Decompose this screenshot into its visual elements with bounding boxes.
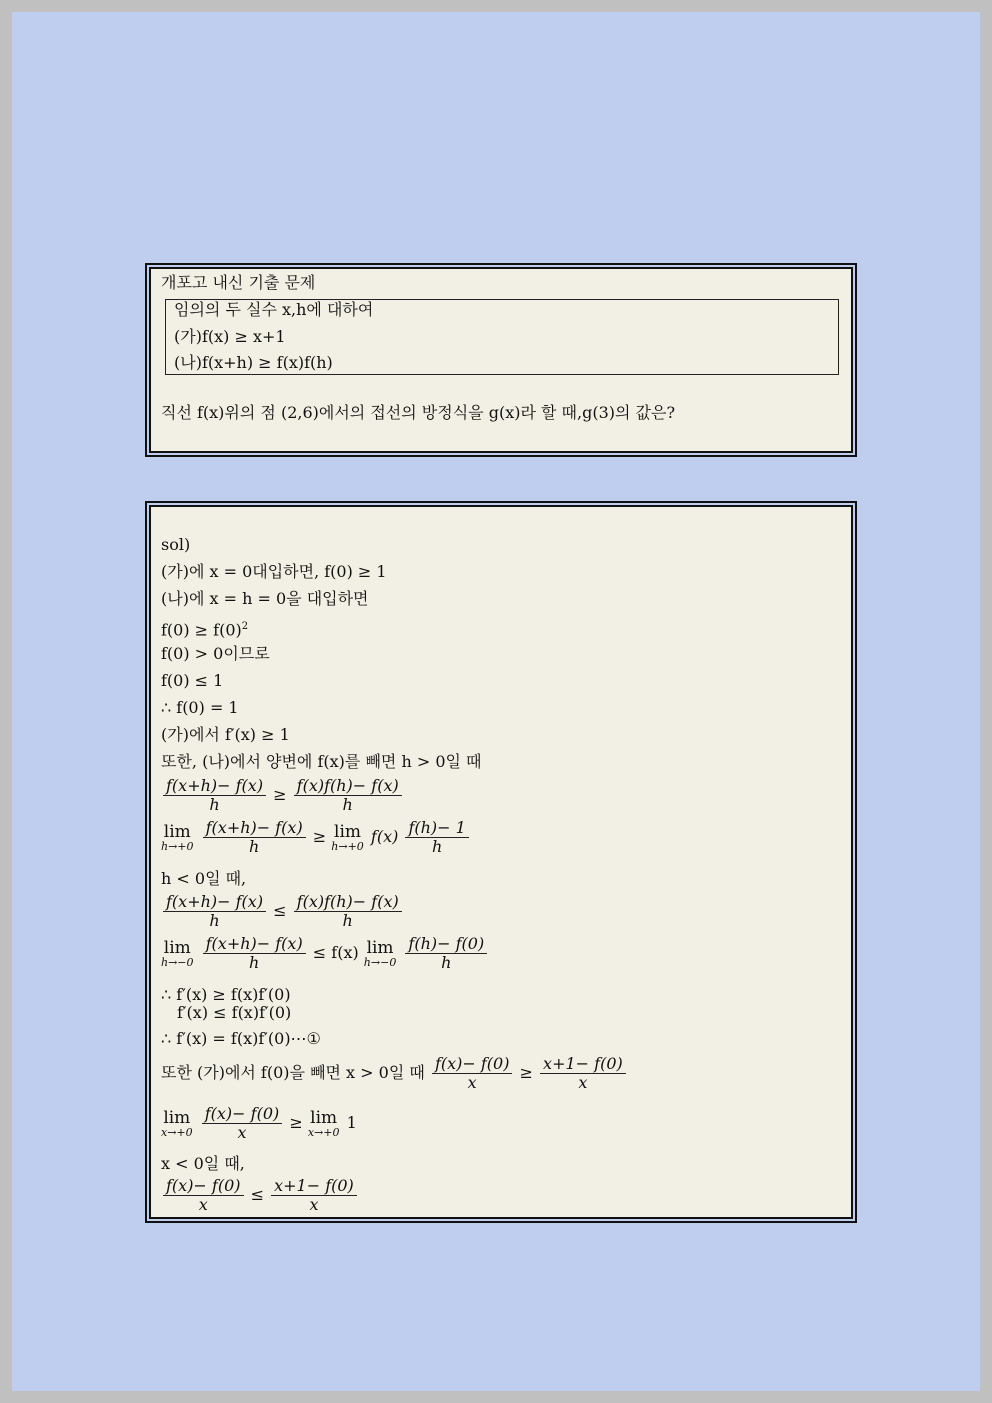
condition-intro: 임의의 두 실수 x,h에 대하여 xyxy=(174,300,374,319)
limit: lim h→+0 xyxy=(331,821,364,853)
sol-line-17: ∴ f′(x) = f(x)f′(0)⋯① xyxy=(161,1029,321,1048)
limit: lim x→+0 xyxy=(161,1107,193,1139)
fraction: $\frac{x+1- f(0)}{x}$ xyxy=(540,1055,626,1092)
fraction: $\frac{f(h)- 1}{h}$ xyxy=(405,819,468,856)
condition-ga: (가)f(x) ≥ x+1 xyxy=(174,327,286,346)
sol-line-18-text: 또한 (가)에서 f(0)을 빼면 x > 0일 때 xyxy=(161,1063,425,1082)
sol-line-18 xyxy=(161,1055,628,1092)
solution-box xyxy=(149,505,853,1219)
sol-line-2: (가)에 x = 0대입하면, f(0) ≥ 1 xyxy=(161,562,387,581)
sol-limit-1 xyxy=(161,819,471,856)
sol-line-5: f(0) > 0이므로 xyxy=(161,644,270,663)
question-text: 직선 f(x)위의 점 (2,6)에서의 접선의 방정식을 g(x)라 할 때,g(3)의 값은? xyxy=(161,403,676,422)
limit: lim h→+0 xyxy=(161,821,194,853)
fraction: $\frac{f(x+h)- f(x)}{h}$ xyxy=(163,777,266,814)
condition-na: (나)f(x+h) ≥ f(x)f(h) xyxy=(174,353,333,372)
sol-line-4-text: f(0) ≥ f(0) xyxy=(161,620,242,640)
problem-box xyxy=(149,267,853,453)
sol-line-20: x < 0일 때, xyxy=(161,1154,245,1173)
limit: lim h→−0 xyxy=(161,937,194,969)
limit: lim h→−0 xyxy=(363,937,397,969)
sol-line-9: 또한, (나)에서 양변에 f(x)를 빼면 h > 0일 때 xyxy=(161,752,482,771)
sol-line-3: (나)에 x = h = 0을 대입하면 xyxy=(161,589,369,608)
factor: f(x) xyxy=(370,827,399,846)
sol-inequality-2 xyxy=(161,893,404,930)
limit: lim x→+0 xyxy=(307,1107,340,1139)
fraction: $\frac{f(x)f(h)- f(x)}{h}$ xyxy=(294,893,402,930)
sol-line-16: f′(x) ≤ f(x)f′(0) xyxy=(177,1003,292,1022)
sol-limit-2 xyxy=(161,935,489,972)
sol-limit-3 xyxy=(161,1105,357,1142)
sol-line-8: (가)에서 f′(x) ≥ 1 xyxy=(161,725,290,744)
fraction: $\frac{x+1- f(0)}{x}$ xyxy=(271,1177,357,1214)
sol-line-1: sol) xyxy=(161,535,191,554)
sol-line-15: ∴ f′(x) ≥ f(x)f′(0) xyxy=(161,985,291,1004)
sol-inequality-1 xyxy=(161,777,404,814)
operator: ≥ xyxy=(289,1113,303,1132)
fraction: $\frac{f(x+h)- f(x)}{h}$ xyxy=(203,935,306,972)
operator: ≤ f(x) xyxy=(312,943,359,962)
sol-line-4-exponent: 2 xyxy=(241,621,249,632)
page xyxy=(12,12,980,1391)
fraction: $\frac{f(x+h)- f(x)}{h}$ xyxy=(203,819,306,856)
fraction: $\frac{f(h)- f(0)}{h}$ xyxy=(405,935,487,972)
sol-inequality-3 xyxy=(161,1177,359,1214)
sol-line-7: ∴ f(0) = 1 xyxy=(161,698,239,717)
fraction: $\frac{f(x)f(h)- f(x)}{h}$ xyxy=(294,777,402,814)
problem-title: 개포고 내신 기출 문제 xyxy=(161,273,316,292)
operator: ≥ xyxy=(519,1063,533,1082)
operator: ≤ xyxy=(273,901,287,920)
fraction: $\frac{f(x+h)- f(x)}{h}$ xyxy=(163,893,266,930)
limit-value: 1 xyxy=(346,1113,357,1132)
sol-line-6: f(0) ≤ 1 xyxy=(161,671,224,690)
sol-line-4 xyxy=(161,617,248,640)
operator: ≤ xyxy=(250,1185,265,1204)
sol-line-12: h < 0일 때, xyxy=(161,869,247,888)
conditions-box xyxy=(165,299,839,375)
fraction: $\frac{f(x)- f(0)}{x}$ xyxy=(202,1105,283,1142)
operator: ≥ xyxy=(312,827,327,846)
fraction: $\frac{f(x)- f(0)}{x}$ xyxy=(432,1055,513,1092)
operator: ≥ xyxy=(273,785,287,804)
fraction: $\frac{f(x)- f(0)}{x}$ xyxy=(163,1177,244,1214)
